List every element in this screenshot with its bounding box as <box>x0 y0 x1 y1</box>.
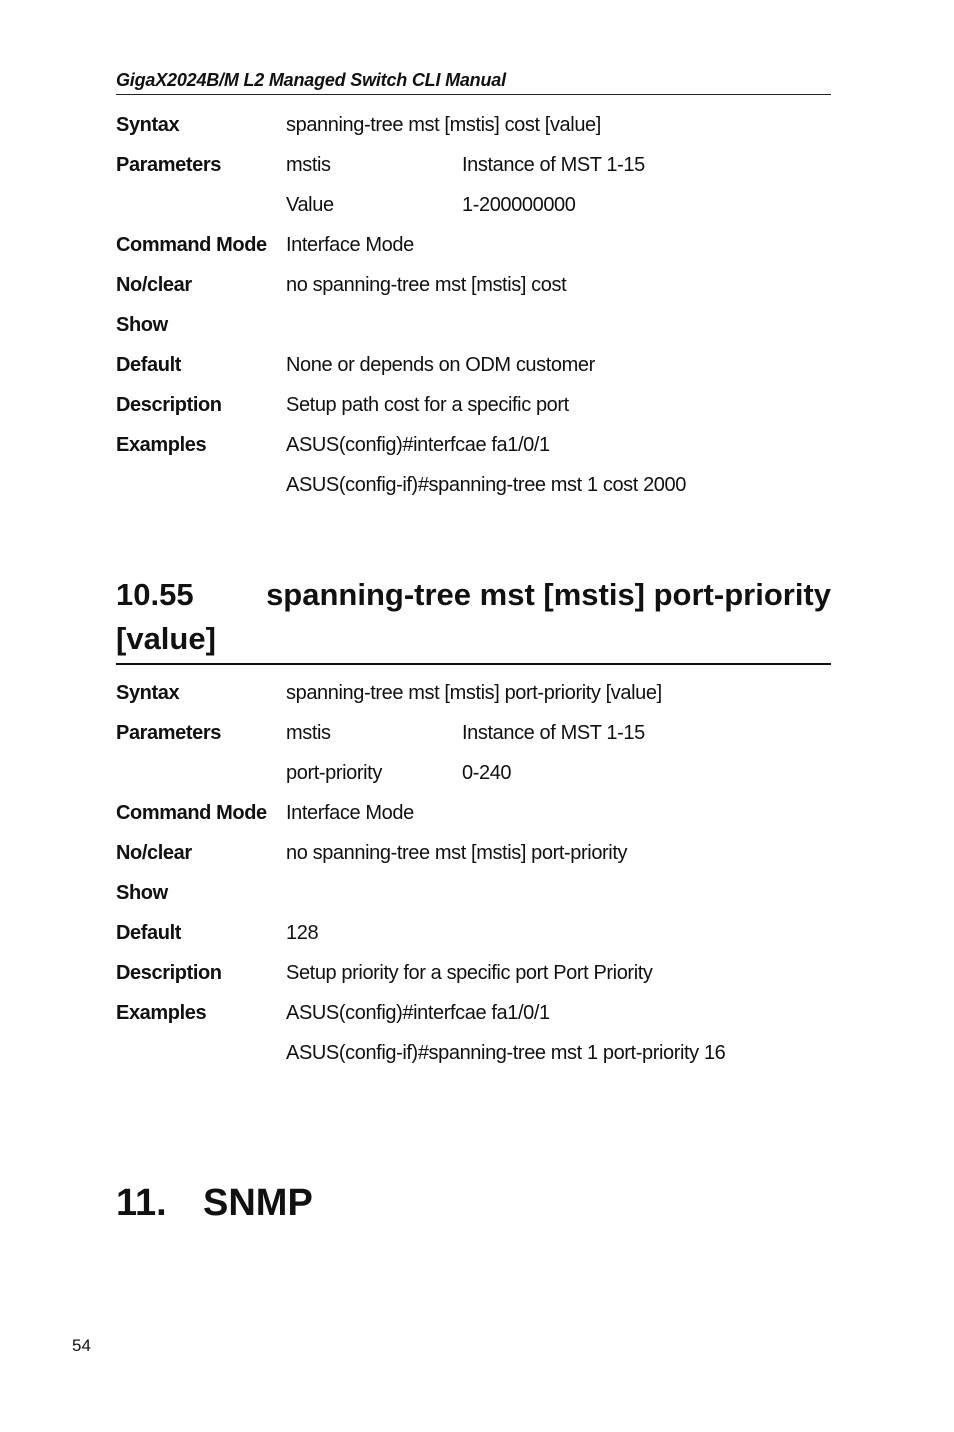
command-mode-value: Interface Mode <box>286 802 414 824</box>
command-mode-value: Interface Mode <box>286 234 414 256</box>
default-row <box>116 354 831 394</box>
show-row <box>116 882 831 922</box>
example-line: ASUS(config)#interfcae fa1/0/1 <box>286 1002 550 1024</box>
running-header: GigaX2024B/M L2 Managed Switch CLI Manual <box>116 70 831 95</box>
chapter-heading <box>116 1182 313 1225</box>
syntax-value: spanning-tree mst [mstis] cost [value] <box>286 114 601 136</box>
syntax-label: Syntax <box>116 682 180 704</box>
parameter-row <box>116 194 831 234</box>
description-label: Description <box>116 394 222 416</box>
description-row <box>116 394 831 434</box>
chapter-title: SNMP <box>203 1182 313 1224</box>
parameter-desc: 0-240 <box>462 762 512 784</box>
show-label: Show <box>116 882 168 904</box>
example-line: ASUS(config-if)#spanning-tree mst 1 port-priority 16 <box>286 1042 726 1064</box>
parameter-name: mstis <box>286 154 331 176</box>
example-line: ASUS(config)#interfcae fa1/0/1 <box>286 434 550 456</box>
no-clear-row <box>116 274 831 314</box>
page-number: 54 <box>72 1336 91 1355</box>
description-label: Description <box>116 962 222 984</box>
command-mode-row <box>116 234 831 274</box>
description-value: Setup priority for a specific port Port Priority <box>286 962 653 984</box>
show-label: Show <box>116 314 168 336</box>
default-row <box>116 922 831 962</box>
parameter-name: Value <box>286 194 334 216</box>
default-value: 128 <box>286 922 319 944</box>
parameter-name: mstis <box>286 722 331 744</box>
default-label: Default <box>116 922 181 944</box>
examples-row <box>116 474 831 514</box>
section-number: 10.55 <box>116 577 194 612</box>
syntax-row <box>116 682 831 722</box>
description-row <box>116 962 831 1002</box>
section-title-line1: spanning-tree mst [mstis] port-priority <box>266 577 831 612</box>
examples-row <box>116 1042 831 1082</box>
syntax-label: Syntax <box>116 114 180 136</box>
default-value: None or depends on ODM customer <box>286 354 595 376</box>
no-clear-label: No/clear <box>116 274 192 296</box>
parameter-row <box>116 722 831 762</box>
section-title-line2: [value] <box>116 621 216 656</box>
command-mode-label: Command Mode <box>116 234 267 256</box>
default-label: Default <box>116 354 181 376</box>
parameters-label: Parameters <box>116 154 221 176</box>
parameter-row <box>116 762 831 802</box>
command-mode-row <box>116 802 831 842</box>
show-row <box>116 314 831 354</box>
parameters-label: Parameters <box>116 722 221 744</box>
cost-command-block <box>116 114 831 514</box>
no-clear-row <box>116 842 831 882</box>
parameter-desc: Instance of MST 1-15 <box>462 722 645 744</box>
parameter-row <box>116 154 831 194</box>
chapter-number: 11. <box>116 1182 167 1224</box>
syntax-value: spanning-tree mst [mstis] port-priority [value] <box>286 682 662 704</box>
no-clear-value: no spanning-tree mst [mstis] cost <box>286 274 567 296</box>
parameter-desc: 1-200000000 <box>462 194 576 216</box>
priority-command-block <box>116 682 831 1082</box>
parameter-desc: Instance of MST 1-15 <box>462 154 645 176</box>
example-line: ASUS(config-if)#spanning-tree mst 1 cost 2000 <box>286 474 686 496</box>
no-clear-label: No/clear <box>116 842 192 864</box>
examples-row <box>116 1002 831 1042</box>
examples-label: Examples <box>116 1002 207 1024</box>
syntax-row <box>116 114 831 154</box>
description-value: Setup path cost for a specific port <box>286 394 569 416</box>
examples-label: Examples <box>116 434 207 456</box>
command-mode-label: Command Mode <box>116 802 267 824</box>
section-heading <box>116 573 831 665</box>
parameter-name: port-priority <box>286 762 382 784</box>
examples-row <box>116 434 831 474</box>
no-clear-value: no spanning-tree mst [mstis] port-priority <box>286 842 628 864</box>
